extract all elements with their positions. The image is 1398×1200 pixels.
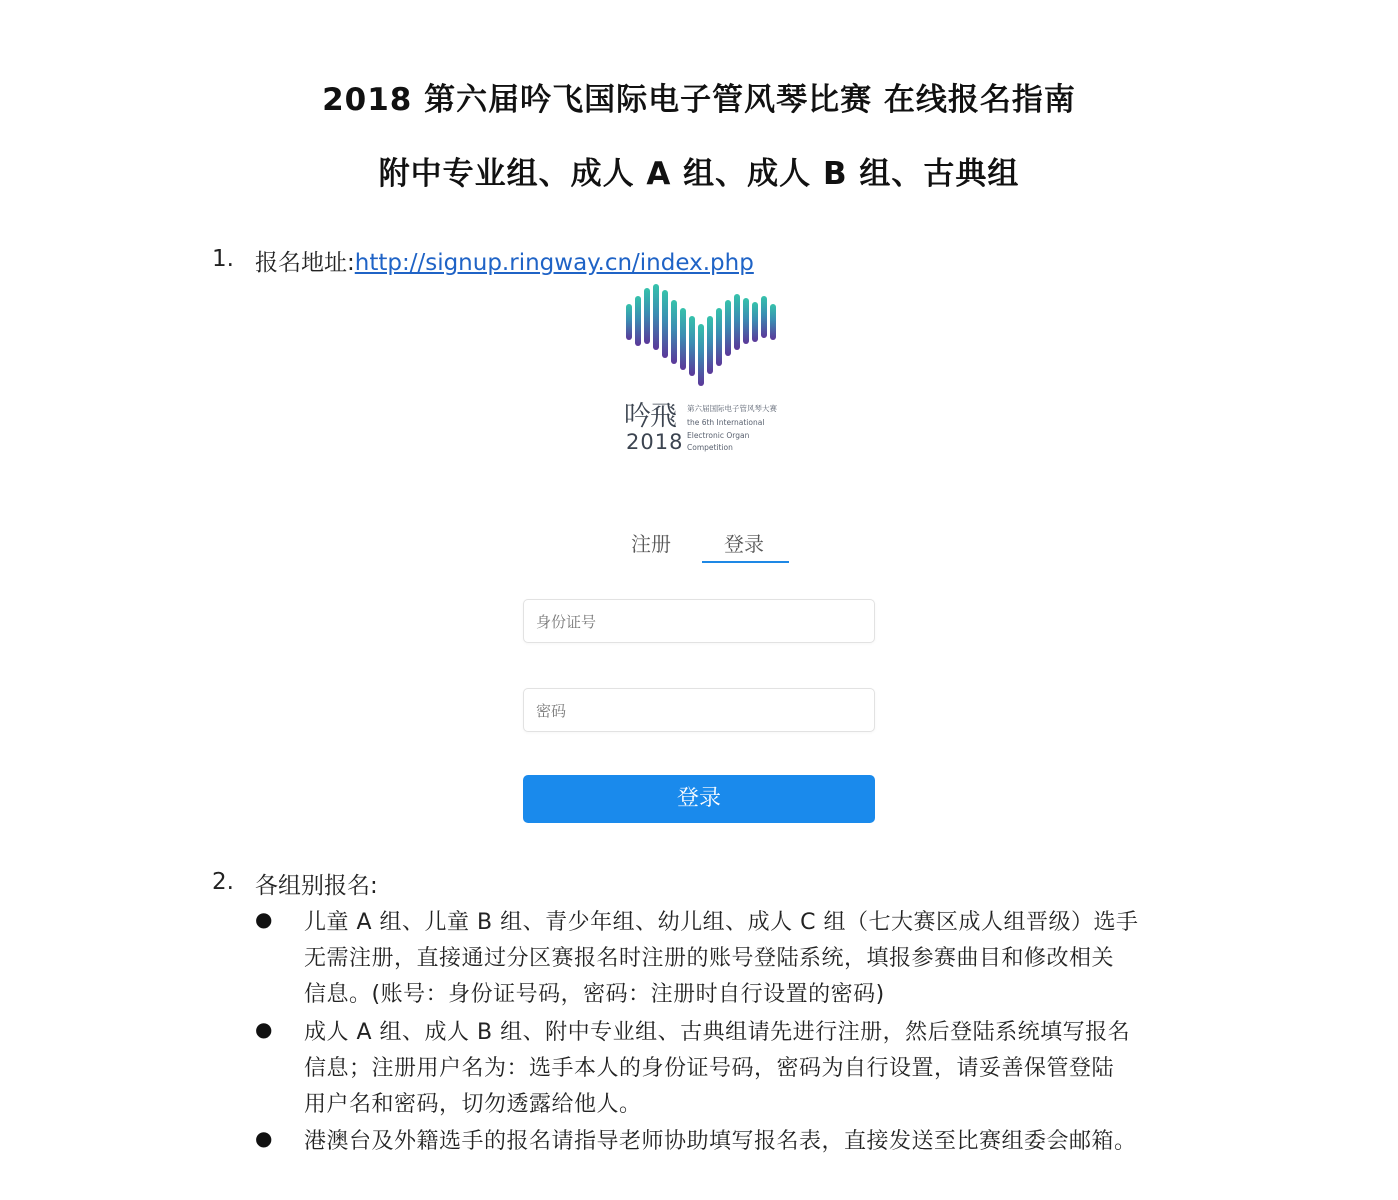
- bullet-icon: ●: [255, 1017, 273, 1041]
- logo-chinese-name: 吟飛: [624, 401, 676, 432]
- signup-address-label: 报名地址:: [255, 250, 355, 276]
- logo-year: 2018: [626, 430, 684, 454]
- tab-login[interactable]: 登录: [724, 532, 764, 556]
- tab-register[interactable]: 注册: [631, 532, 671, 556]
- password-placeholder: 密码: [536, 702, 567, 720]
- id-number-input[interactable]: [523, 599, 875, 643]
- login-button[interactable]: 登录: [523, 775, 875, 823]
- item-2-number: 2.: [212, 869, 234, 895]
- logo-text-line: Electronic Organ: [687, 431, 750, 440]
- document-subtitle: 附中专业组、成人 A 组、成人 B 组、古典组: [378, 156, 1020, 192]
- bullet-2-line-1: 成人 A 组、成人 B 组、附中专业组、古典组请先进行注册，然后登陆系统填写报名: [304, 1020, 1131, 1045]
- password-input[interactable]: [523, 688, 875, 732]
- item-1-text: [255, 244, 754, 277]
- logo-text-line: 第六届国际电子管风琴大赛: [687, 404, 777, 413]
- logo-text-line: the 6th International: [687, 418, 765, 427]
- bullet-icon: ●: [255, 907, 273, 931]
- bullet-1-line-2: 无需注册，直接通过分区赛报名时注册的账号登陆系统，填报参赛曲目和修改相关: [304, 946, 1115, 971]
- active-tab-indicator: [702, 561, 789, 563]
- logo-bars-graphic: [616, 282, 782, 397]
- logo-text-line: Competition: [687, 443, 733, 452]
- document-title: 2018 第六届吟飞国际电子管风琴比赛 在线报名指南: [322, 82, 1076, 118]
- signup-url-link[interactable]: http://signup.ringway.cn/index.php: [354, 250, 754, 276]
- bullet-2-line-3: 用户名和密码，切勿透露给他人。: [304, 1092, 642, 1117]
- bullet-1-line-1: 儿童 A 组、儿童 B 组、青少年组、幼儿组、成人 C 组（七大赛区成人组晋级）选手: [304, 910, 1139, 935]
- competition-logo: [616, 282, 782, 462]
- item-2-label: 各组别报名:: [255, 873, 378, 899]
- bullet-1-line-3: 信息。(账号：身份证号码，密码：注册时自行设置的密码): [304, 982, 885, 1007]
- bullet-3-line-1: 港澳台及外籍选手的报名请指导老师协助填写报名表，直接发送至比赛组委会邮箱。: [304, 1129, 1137, 1154]
- bullet-2-line-2: 信息；注册用户名为：选手本人的身份证号码，密码为自行设置，请妥善保管登陆: [304, 1056, 1115, 1081]
- id-number-placeholder: 身份证号: [536, 613, 597, 631]
- item-1-number: 1.: [212, 246, 234, 272]
- bullet-icon: ●: [255, 1126, 273, 1150]
